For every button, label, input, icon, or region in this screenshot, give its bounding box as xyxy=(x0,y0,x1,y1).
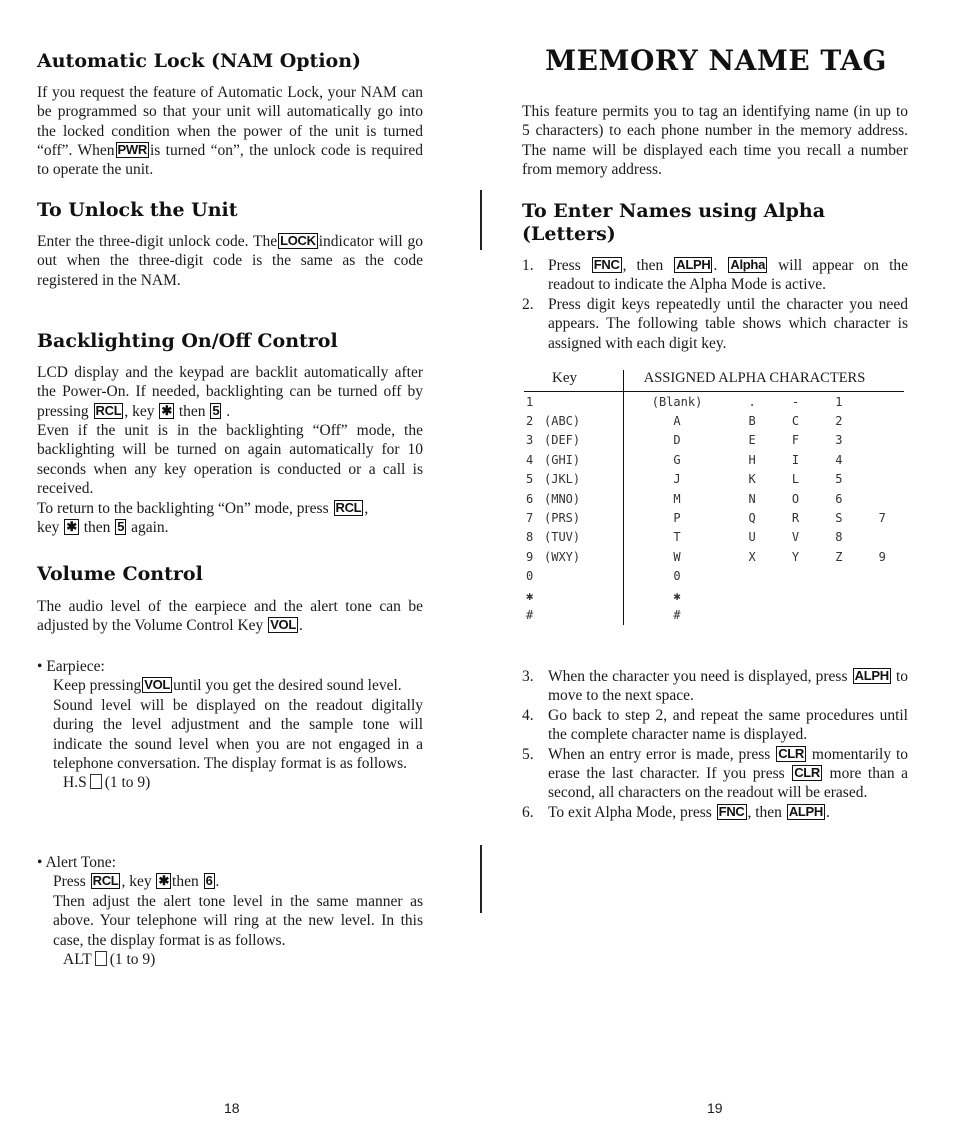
alpha-char-cell: P xyxy=(673,511,681,526)
alpha-char-cell xyxy=(861,528,904,547)
alpha-table-row xyxy=(524,528,904,547)
enter-heading: To Enter Names using Alpha (Letters) xyxy=(522,200,826,245)
alt-format: ALT (1 to 9) xyxy=(63,951,156,969)
step-6: 6. To exit Alpha Mode, press FNC , then ALPH . xyxy=(522,803,830,821)
alpha-char-cell: C xyxy=(791,414,800,429)
alpha-table-row xyxy=(524,450,904,469)
alpha-char-cell: 6 xyxy=(835,491,843,506)
alpha-char-cell xyxy=(817,605,860,624)
fnc-key-2: FNC xyxy=(718,803,745,819)
alpha-key-digit: 4 xyxy=(526,452,534,467)
alert-label: Alert Tone: xyxy=(45,854,116,871)
alpha-table-row xyxy=(524,489,904,508)
alpha-char-cell: 1 xyxy=(835,394,843,409)
alpha-char-cell: T xyxy=(673,530,681,545)
star-key-3: ✱ xyxy=(158,873,170,889)
alert-text-2: Then adjust the alert tone level in the same manner as above. Your telephone will ring at the new level. In this case, the display format is as follows. xyxy=(53,892,423,949)
backlight-heading: Backlighting On/Off Control xyxy=(37,330,338,352)
alpha-key-label: (TUV) xyxy=(544,530,581,545)
alpha-indicator: Alpha xyxy=(730,257,766,272)
col-chars-header: ASSIGNED ALPHA CHARACTERS xyxy=(623,370,904,392)
page-title: MEMORY NAME TAG xyxy=(545,44,887,77)
alpha-char-cell: 4 xyxy=(835,452,843,467)
alpha-char-cell: S xyxy=(835,511,843,526)
alpha-char-cell: D xyxy=(673,433,681,448)
alpha-char-cell: E xyxy=(748,433,756,448)
alpha-table-row xyxy=(524,586,904,605)
backlight-text-3: To return to the backlighting “On” mode, press RCL , key ✱ then 5 again. xyxy=(37,499,369,537)
alpha-key-cell xyxy=(524,605,623,624)
alpha-char-cell xyxy=(730,586,773,605)
alpha-char-cell: . xyxy=(748,394,756,409)
six-key: 6 xyxy=(205,873,213,889)
alert-block xyxy=(37,853,423,969)
alpha-key-cell xyxy=(524,411,623,430)
alpha-char-cell: (Blank) xyxy=(651,394,703,409)
star-key: ✱ xyxy=(161,402,172,418)
gutter-mark-bottom xyxy=(480,845,482,913)
alph-key: ALPH xyxy=(676,257,711,272)
clr-key: CLR xyxy=(778,745,805,761)
alpha-char-cell xyxy=(861,411,904,430)
alpha-char-cell xyxy=(817,586,860,605)
step-3: 3. When the character you need is displayed, press ALPH to move to the next space. xyxy=(522,668,909,705)
bullet-icon-2: • xyxy=(37,854,43,871)
alpha-char-cell xyxy=(730,605,773,624)
alpha-key-label: (MNO) xyxy=(544,491,581,506)
step-5: 5. When an entry error is made, press CLR momentarily to erase the last character. If you press CLR more than a second, all characters on the readout will be erased. xyxy=(522,745,909,802)
five-key-2: 5 xyxy=(117,519,125,535)
alpha-char-cell xyxy=(861,489,904,508)
backlight-text-2: Even if the unit is in the backlighting “Off” mode, the backlighting will be turned on again automatically for 10 seconds when any key operation is conducted or a call is received. xyxy=(37,422,423,498)
alpha-char-cell xyxy=(861,586,904,605)
alpha-char-cell: K xyxy=(748,472,756,487)
alpha-char-cell: M xyxy=(673,491,681,506)
earpiece-text-2: Sound level will be displayed on the readout digitally during the level adjustment and the sample tone will indicate the sound level when you are not engaged in a telephone conversation. The display format is as follows. xyxy=(53,696,423,773)
lock-key: LOCK xyxy=(280,232,316,248)
page-number-left: 18 xyxy=(224,1100,240,1116)
alpha-key-digit: 3 xyxy=(526,433,534,448)
intro-text: This feature permits you to tag an identifying name (in up to 5 characters) to each phone number in the memory address. The name will be displayed each time you recall a number from memory address. xyxy=(522,103,908,179)
pwr-key: PWR xyxy=(117,142,147,158)
alpha-char-cell: A xyxy=(673,414,681,429)
backlight-section xyxy=(37,330,423,537)
auto-lock-section xyxy=(37,50,423,180)
alpha-key-label: (GHI) xyxy=(544,452,581,467)
alpha-char-cell xyxy=(774,605,817,624)
rcl-key-3: RCL xyxy=(92,873,119,889)
alpha-table-row xyxy=(524,411,904,430)
auto-lock-text: If you request the feature of Automatic Lock, your NAM can be programmed so that your unit will automatically go into the locked condition when the power of the unit is turned “off”. When PWR is turned “on”, the unlock code is required to operate the unit. xyxy=(37,83,423,179)
alpha-key-cell xyxy=(524,567,623,586)
alpha-key-digit: ✱ xyxy=(526,588,534,603)
alpha-char-cell xyxy=(861,450,904,469)
page-number-right: 19 xyxy=(707,1100,723,1116)
step-1: 1. Press FNC , then ALPH . Alpha will appear on the readout to indicate the Alpha Mode is active. xyxy=(522,257,909,294)
alpha-char-cell: J xyxy=(673,472,681,487)
alpha-table xyxy=(524,370,904,625)
alpha-char-cell: - xyxy=(791,394,800,409)
alpha-table-row xyxy=(524,392,904,412)
rcl-key: RCL xyxy=(95,402,122,418)
alph-key-2: ALPH xyxy=(854,668,889,683)
gutter-mark-top xyxy=(480,190,482,250)
digit-box-icon-2 xyxy=(95,951,107,966)
alpha-char-cell: Q xyxy=(748,511,756,526)
backlight-text-1: LCD display and the keypad are backlit automatically after the Power-On. If needed, backlighting can be turned off by pressing RCL , key ✱ then 5 . xyxy=(37,363,423,420)
alpha-char-cell: H xyxy=(748,452,756,467)
alpha-char-cell: V xyxy=(791,530,800,545)
alpha-char-cell: Z xyxy=(835,549,843,564)
alpha-table-row xyxy=(524,547,904,566)
clr-key-2: CLR xyxy=(794,765,821,781)
unlock-section xyxy=(37,199,423,290)
alpha-char-cell: O xyxy=(791,491,800,506)
alpha-key-digit: 8 xyxy=(526,530,534,545)
alpha-char-cell: W xyxy=(673,549,681,564)
vol-key-2: VOL xyxy=(144,677,171,693)
steps-list-a xyxy=(522,256,908,353)
star-key-2: ✱ xyxy=(66,519,77,535)
earpiece-text-1: Keep pressing VOL until you get the desired sound level. xyxy=(53,677,402,695)
alpha-char-cell: F xyxy=(791,433,800,448)
fnc-key: FNC xyxy=(593,257,620,272)
vol-key: VOL xyxy=(270,617,297,633)
alpha-table-row xyxy=(524,605,904,624)
alpha-key-digit: 7 xyxy=(526,511,534,526)
alpha-table-body xyxy=(524,392,904,625)
earpiece-block xyxy=(37,657,423,793)
alpha-char-cell: I xyxy=(791,452,800,467)
alpha-char-cell: 5 xyxy=(835,472,843,487)
alpha-key-digit: 2 xyxy=(526,414,534,429)
alpha-key-digit: 6 xyxy=(526,491,534,506)
alpha-char-cell xyxy=(730,567,773,586)
col-key-header: Key xyxy=(524,370,623,392)
alpha-char-cell: 3 xyxy=(835,433,843,448)
alpha-char-cell xyxy=(861,605,904,624)
alpha-char-cell: U xyxy=(748,530,756,545)
alpha-key-cell xyxy=(524,586,623,605)
alpha-char-cell xyxy=(861,431,904,450)
alpha-key-cell xyxy=(524,489,623,508)
alpha-char-cell: ✱ xyxy=(673,588,681,603)
volume-section xyxy=(37,563,423,636)
hs-format: H.S (1 to 9) xyxy=(63,774,151,792)
alpha-char-cell: 9 xyxy=(878,549,886,564)
alpha-key-label: (JKL) xyxy=(544,472,581,487)
alpha-char-cell xyxy=(774,567,817,586)
five-key: 5 xyxy=(212,402,220,418)
alpha-key-label: (PRS) xyxy=(544,511,581,526)
alpha-key-cell xyxy=(524,528,623,547)
alpha-char-cell: G xyxy=(673,452,681,467)
alpha-key-digit: 5 xyxy=(526,472,534,487)
alpha-char-cell: L xyxy=(791,472,800,487)
alpha-table-row xyxy=(524,470,904,489)
alpha-key-cell xyxy=(524,470,623,489)
alpha-key-cell xyxy=(524,508,623,527)
alpha-char-cell: B xyxy=(748,414,756,429)
auto-lock-heading: Automatic Lock (NAM Option) xyxy=(37,50,362,72)
alpha-key-digit: 9 xyxy=(526,549,534,564)
alpha-key-digit: 1 xyxy=(526,394,534,409)
alpha-char-cell: # xyxy=(673,607,681,622)
alpha-key-label: (DEF) xyxy=(544,433,581,448)
volume-heading: Volume Control xyxy=(37,563,203,585)
alpha-key-label: (ABC) xyxy=(544,414,581,429)
step-2: 2. Press digit keys repeatedly until the character you need appears. The following table shows which character is assigned with each digit key. xyxy=(522,295,908,352)
alert-text-1: Press RCL , key ✱ then 6 . xyxy=(53,873,220,891)
alpha-char-cell xyxy=(774,586,817,605)
alpha-key-digit: 0 xyxy=(526,569,534,584)
bullet-icon: • xyxy=(37,658,43,675)
alpha-table-row xyxy=(524,567,904,586)
steps-list-b xyxy=(522,667,908,822)
alpha-char-cell xyxy=(861,392,904,412)
earpiece-label: Earpiece: xyxy=(46,658,105,675)
alpha-char-cell xyxy=(817,567,860,586)
alpha-key-cell xyxy=(524,431,623,450)
alpha-char-cell: R xyxy=(791,511,800,526)
step-4: 4. Go back to step 2, and repeat the same procedures until the complete character name is displayed. xyxy=(522,706,908,744)
unlock-text: Enter the three-digit unlock code. The LOCK indicator will go out when the three-digit code is the same as the code registered in the NAM. xyxy=(37,232,423,289)
alpha-char-cell xyxy=(861,470,904,489)
alpha-char-cell: Y xyxy=(791,549,800,564)
alpha-char-cell: X xyxy=(748,549,756,564)
alpha-key-digit: # xyxy=(526,607,534,622)
volume-text: The audio level of the earpiece and the alert tone can be adjusted by the Volume Control Key VOL . xyxy=(37,597,423,635)
alpha-char-cell: 2 xyxy=(835,414,843,429)
alpha-char-cell: 8 xyxy=(835,530,843,545)
rcl-key-2: RCL xyxy=(335,499,362,515)
alpha-key-cell xyxy=(524,450,623,469)
unlock-heading: To Unlock the Unit xyxy=(37,199,238,221)
alpha-key-cell xyxy=(524,392,623,412)
alpha-table-row xyxy=(524,431,904,450)
alpha-key-label: (WXY) xyxy=(544,549,581,564)
alpha-char-cell: N xyxy=(748,491,756,506)
alpha-char-cell xyxy=(861,567,904,586)
alpha-char-cell: 0 xyxy=(673,569,681,584)
alpha-char-cell: 7 xyxy=(878,511,886,526)
alph-key-3: ALPH xyxy=(788,803,824,819)
digit-box-icon xyxy=(90,774,102,789)
alpha-table-row xyxy=(524,508,904,527)
alpha-key-cell xyxy=(524,547,623,566)
